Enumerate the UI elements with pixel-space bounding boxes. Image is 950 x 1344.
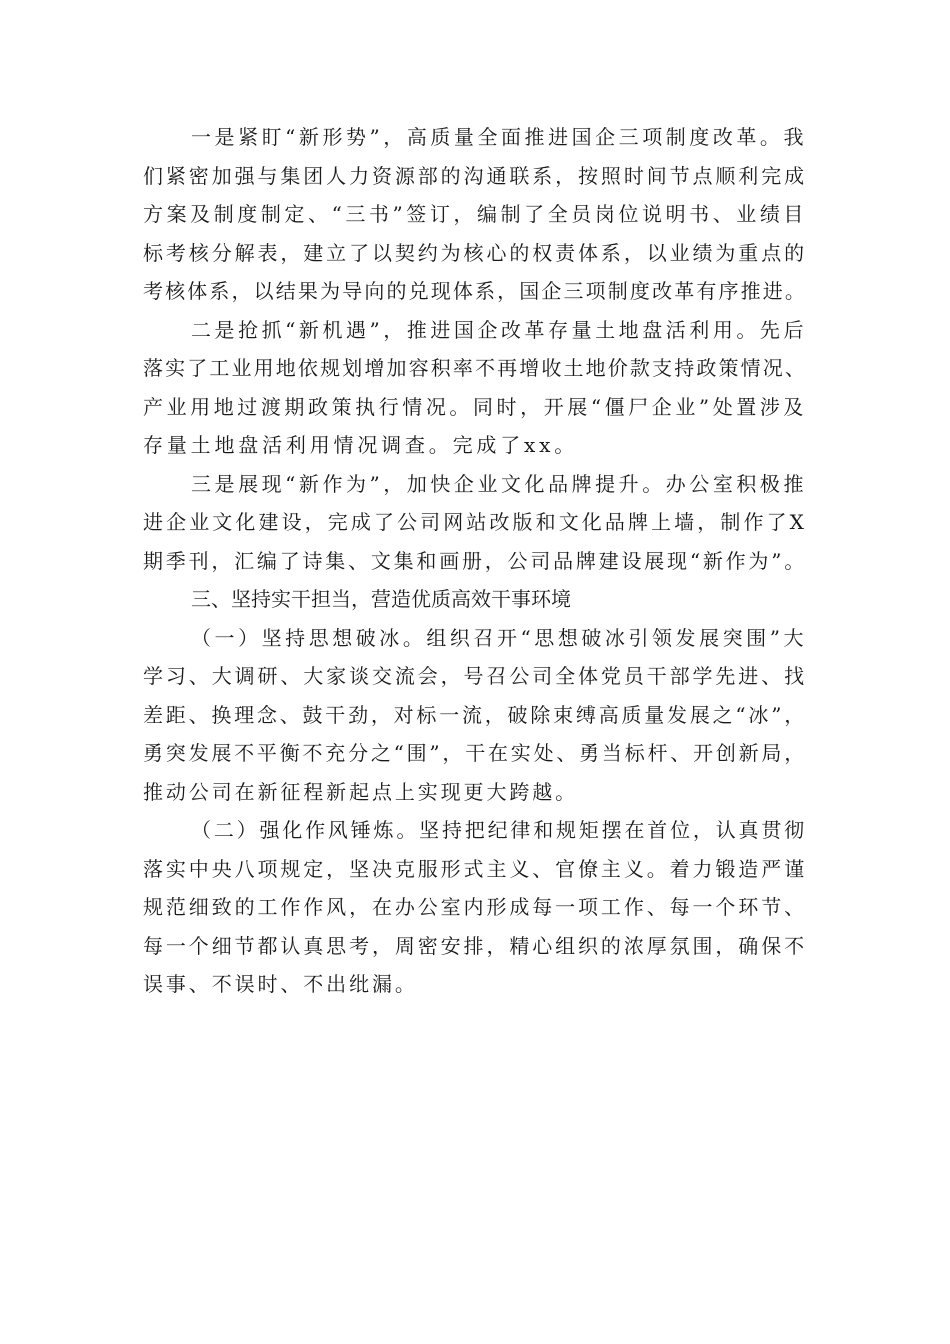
text-line: 落实了工业用地依规划增加容积率不再增收土地价款支持政策情况、	[143, 356, 807, 380]
text-line: 一是紧盯“新形势”，高质量全面推进国企三项制度改革。我	[191, 125, 807, 149]
text-line: 推动公司在新征程新起点上实现更大跨越。	[143, 779, 579, 804]
text-line: 规范细致的工作作风，在办公室内形成每一项工作、每一个环节、	[143, 895, 807, 919]
text-line: 落实中央八项规定，坚决克服形式主义、官僚主义。着力锻造严谨	[143, 856, 807, 881]
text-line: 们紧密加强与集团人力资源部的沟通联系，按照时间节点顺利完成	[143, 163, 807, 188]
text-line: 误事、不误时、不出纰漏。	[143, 972, 418, 996]
text-line: 二是抢抓“新机遇”，推进国企改革存量土地盘活利用。先后	[191, 317, 807, 342]
text-line: 学习、大调研、大家谈交流会，号召公司全体党员干部学先进、找	[143, 664, 807, 688]
text-line: （一）坚持思想破冰。组织召开“思想破冰引领发展突围”大	[191, 625, 807, 650]
text-line: 每一个细节都认真思考，周密安排，精心组织的浓厚氛围，确保不	[143, 933, 807, 958]
text-line: 期季刊，汇编了诗集、文集和画册，公司品牌建设展现“新作为”。	[143, 548, 807, 573]
text-line: 勇突发展不平衡不充分之“围”，干在实处、勇当标杆、开创新局，	[143, 741, 807, 765]
text-line: 进企业文化建设，完成了公司网站改版和文化品牌上墙，制作了X	[143, 510, 807, 534]
text-line: 考核体系，以结果为导向的兑现体系，国企三项制度改革有序推进。	[143, 279, 807, 303]
text-line: 产业用地过渡期政策执行情况。同时，开展“僵尸企业”处置涉及	[143, 394, 807, 419]
text-line: 三、坚持实干担当，营造优质高效干事环境	[191, 587, 571, 611]
text-line: 存量土地盘活利用情况调查。完成了xx。	[143, 433, 579, 457]
text-line: 标考核分解表，建立了以契约为核心的权责体系，以业绩为重点的	[143, 240, 807, 265]
document-body	[143, 118, 807, 1004]
text-line: 三是展现“新作为”，加快企业文化品牌提升。办公室积极推	[191, 471, 807, 496]
text-line: 差距、换理念、鼓干劲，对标一流，破除束缚高质量发展之“冰”，	[143, 702, 807, 727]
text-line: 方案及制度制定、“三书”签订，编制了全员岗位说明书、业绩目	[143, 202, 807, 226]
text-line: （二）强化作风锤炼。坚持把纪律和规矩摆在首位，认真贯彻	[191, 818, 807, 842]
